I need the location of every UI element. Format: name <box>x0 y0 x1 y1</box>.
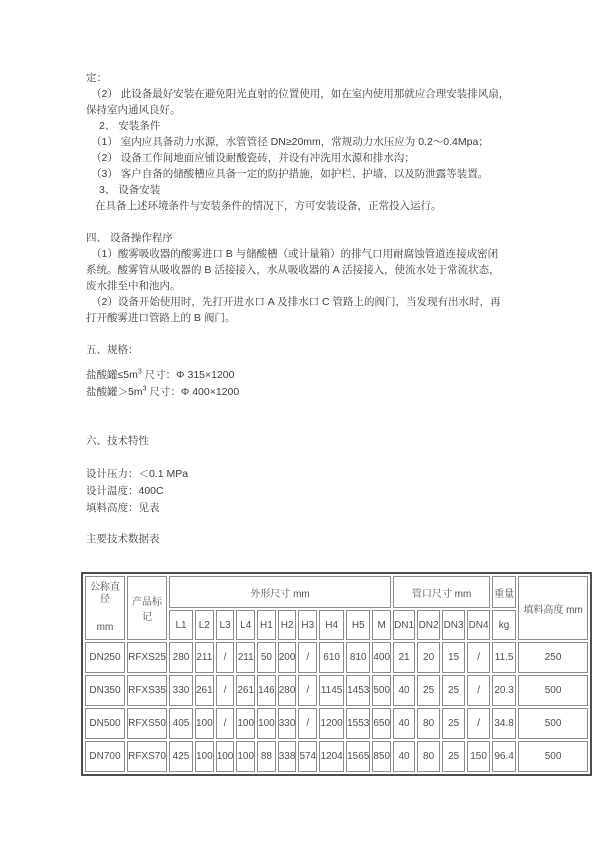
packing-height: 填料高度：见表 <box>86 502 160 514</box>
table-cell: 1200 <box>319 708 344 739</box>
table-cell: 500 <box>518 741 588 772</box>
section-title: 五、规格： <box>86 344 139 356</box>
table-row <box>85 675 588 706</box>
header-dim-col: H3 <box>298 610 317 640</box>
paragraph-line: 系统。酸雾管从吸收器的 B 活接接入，水从吸收器的 A 活接接入，使流水处于常流状态， <box>86 264 500 276</box>
spec-text: 盐酸罐＞5m <box>86 386 143 398</box>
paragraph-line: （1） 室内应具备动力水源，水管管径 DN≥20mm，常规动力水压应为 0.2～0.4Mpa； <box>91 136 489 148</box>
paragraph-line: （2） 此设备最好安装在避免阳光直射的位置使用，如在室内使用那就应合理安装排风扇， <box>91 88 510 100</box>
table-cell: 338 <box>278 741 297 772</box>
spec-lines <box>86 367 526 401</box>
paragraph-line: 打开酸雾进口管路上的 B 阀门。 <box>86 312 236 324</box>
table-cell: 330 <box>169 675 193 706</box>
table-cell: 34.8 <box>492 708 516 739</box>
header-dim-col: L2 <box>195 610 214 640</box>
header-product-mark: 产品标记 <box>127 576 167 640</box>
table-cell: 200 <box>278 642 297 673</box>
table-cell: 211 <box>236 642 255 673</box>
header-group-outline-dims: 外形尺寸 mm <box>169 576 391 608</box>
table-cell: 100 <box>236 741 255 772</box>
table-cell: / <box>467 642 490 673</box>
table-cell: 20 <box>417 642 440 673</box>
header-port-col: DN3 <box>442 610 465 640</box>
paragraph-line: 保持室内通风良好。 <box>86 104 181 116</box>
table-cell: 100 <box>216 741 235 772</box>
tech-properties <box>86 466 526 517</box>
table-row <box>85 708 588 739</box>
table-cell: 25 <box>442 708 465 739</box>
table-cell: 250 <box>518 642 588 673</box>
header-text: mm <box>96 622 114 633</box>
table-cell: / <box>216 642 235 673</box>
table-cell: 150 <box>467 741 490 772</box>
header-port-col: DN2 <box>417 610 440 640</box>
table-cell: / <box>467 675 490 706</box>
table-cell: / <box>467 708 490 739</box>
header-text: 公称直径 <box>90 582 120 605</box>
table-cell: 40 <box>393 741 415 772</box>
header-nominal-diameter <box>85 576 125 640</box>
table-cell: 405 <box>169 708 193 739</box>
table-cell: 100 <box>236 708 255 739</box>
header-dim-col: L1 <box>169 610 193 640</box>
header-port-col: DN1 <box>393 610 415 640</box>
section-title-6 <box>86 433 526 449</box>
section-title-4: 四、 设备操作程序 <box>86 232 173 244</box>
table-caption-text: 主要技术数据表 <box>86 533 160 545</box>
table-cell: 25 <box>442 741 465 772</box>
table-cell: 1553 <box>346 708 370 739</box>
table-cell: 211 <box>195 642 214 673</box>
table-cell: 100 <box>195 741 214 772</box>
table-cell: 20.3 <box>492 675 516 706</box>
subheading-install-conditions: 2、 安装条件 <box>99 120 161 132</box>
table-cell: DN250 <box>85 642 125 673</box>
table-cell: 40 <box>393 708 415 739</box>
table-cell: / <box>298 642 317 673</box>
header-port-col: DN4 <box>467 610 490 640</box>
table-row <box>85 642 588 673</box>
header-dim-col: H2 <box>278 610 297 640</box>
table-cell: 261 <box>236 675 255 706</box>
table-cell: 850 <box>372 741 391 772</box>
section-title: 六、技术特性 <box>86 435 149 447</box>
table-cell: DN500 <box>85 708 125 739</box>
table-cell: / <box>298 675 317 706</box>
table-row <box>85 741 588 772</box>
table-cell: 425 <box>169 741 193 772</box>
table-cell: / <box>216 708 235 739</box>
paragraph-line: 定： <box>86 72 107 84</box>
table-cell: 280 <box>278 675 297 706</box>
tech-data-table <box>81 572 592 776</box>
section-operation <box>86 230 526 326</box>
table-cell: RFXS25 <box>127 642 167 673</box>
table-cell: 25 <box>442 675 465 706</box>
header-dim-col: M <box>372 610 391 640</box>
superscript-cubed: 3 <box>142 385 147 393</box>
header-weight: 重量 <box>492 576 516 608</box>
table-cell: 500 <box>372 675 391 706</box>
header-dim-col: H1 <box>257 610 276 640</box>
spec-text: 尺寸：Φ 315×1200 <box>141 369 235 381</box>
paragraph-line: （1）酸雾吸收器的酸雾进口 B 与储酸槽（或计量箱）的排气口用耐腐蚀管道连接成密闭 <box>91 248 499 260</box>
header-packing-height: 填料高度 mm <box>518 576 588 640</box>
section-title-5 <box>86 342 526 358</box>
table-cell: 25 <box>417 675 440 706</box>
table-cell: 500 <box>518 675 588 706</box>
paragraph-line: 在具备上述环境条件与安装条件的情况下，方可安装设备，正常投入运行。 <box>95 200 442 212</box>
table-cell: 1565 <box>346 741 370 772</box>
table-cell: 146 <box>257 675 276 706</box>
table-caption <box>86 531 526 547</box>
table-cell: / <box>298 708 317 739</box>
table-cell: 1145 <box>319 675 344 706</box>
table-cell: RFXS70 <box>127 741 167 772</box>
table-cell: 1204 <box>319 741 344 772</box>
header-group-port-dims: 管口尺寸 mm <box>393 576 490 608</box>
table-cell: 261 <box>195 675 214 706</box>
table-cell: 40 <box>393 675 415 706</box>
spec-line-1 <box>86 367 526 384</box>
table-cell: RFXS50 <box>127 708 167 739</box>
table-cell: 21 <box>393 642 415 673</box>
table-cell: 100 <box>257 708 276 739</box>
header-dim-col: L4 <box>236 610 255 640</box>
spec-line-2 <box>86 384 526 401</box>
table-cell: RFXS35 <box>127 675 167 706</box>
table-cell: 810 <box>346 642 370 673</box>
table-cell: 650 <box>372 708 391 739</box>
table-cell: 400 <box>372 642 391 673</box>
spec-text: 盐酸罐≤5m <box>86 369 138 381</box>
table-cell: DN350 <box>85 675 125 706</box>
table-cell: 80 <box>417 708 440 739</box>
table-cell: 88 <box>257 741 276 772</box>
table-cell: 280 <box>169 642 193 673</box>
table-cell: 330 <box>278 708 297 739</box>
paragraph-line: （2） 设备工作间地面应铺设耐酸瓷砖，并设有冲洗用水源和排水沟； <box>91 152 415 164</box>
superscript-cubed: 3 <box>137 368 142 376</box>
design-pressure: 设计压力：＜0.1 MPa <box>86 468 189 480</box>
paragraph-line: （2）设备开始使用时，先打开进水口 A 及排水口 C 管路上的阀门，当发现有出水时，再 <box>91 296 501 308</box>
table-cell: 610 <box>319 642 344 673</box>
paragraph-line: 废水排至中和池内。 <box>86 280 181 292</box>
table-header-row-1 <box>85 576 588 608</box>
table-cell: / <box>216 675 235 706</box>
table-cell: 574 <box>298 741 317 772</box>
paragraph-line: （3） 客户自备的储酸槽应具备一定的防护措施，如护栏、护墙、以及防泄露等装置。 <box>91 168 489 180</box>
table-cell: 11.5 <box>492 642 516 673</box>
table-cell: 15 <box>442 642 465 673</box>
table-cell: 50 <box>257 642 276 673</box>
header-dim-col: L3 <box>216 610 235 640</box>
header-dim-col: H4 <box>319 610 344 640</box>
header-dim-col: H5 <box>346 610 370 640</box>
subheading-equipment-install: 3、 设备安装 <box>99 184 161 196</box>
tech-table-container <box>81 572 592 776</box>
section-installation <box>86 70 526 214</box>
table-cell: 96.4 <box>492 741 516 772</box>
design-temperature: 设计温度：400C <box>86 485 164 497</box>
table-cell: DN700 <box>85 741 125 772</box>
table-cell: 1453 <box>346 675 370 706</box>
table-body <box>85 642 588 772</box>
header-weight-unit: kg <box>492 610 516 640</box>
spec-text: 尺寸：Φ 400×1200 <box>146 386 240 398</box>
table-cell: 80 <box>417 741 440 772</box>
table-cell: 500 <box>518 708 588 739</box>
table-cell: 100 <box>195 708 214 739</box>
